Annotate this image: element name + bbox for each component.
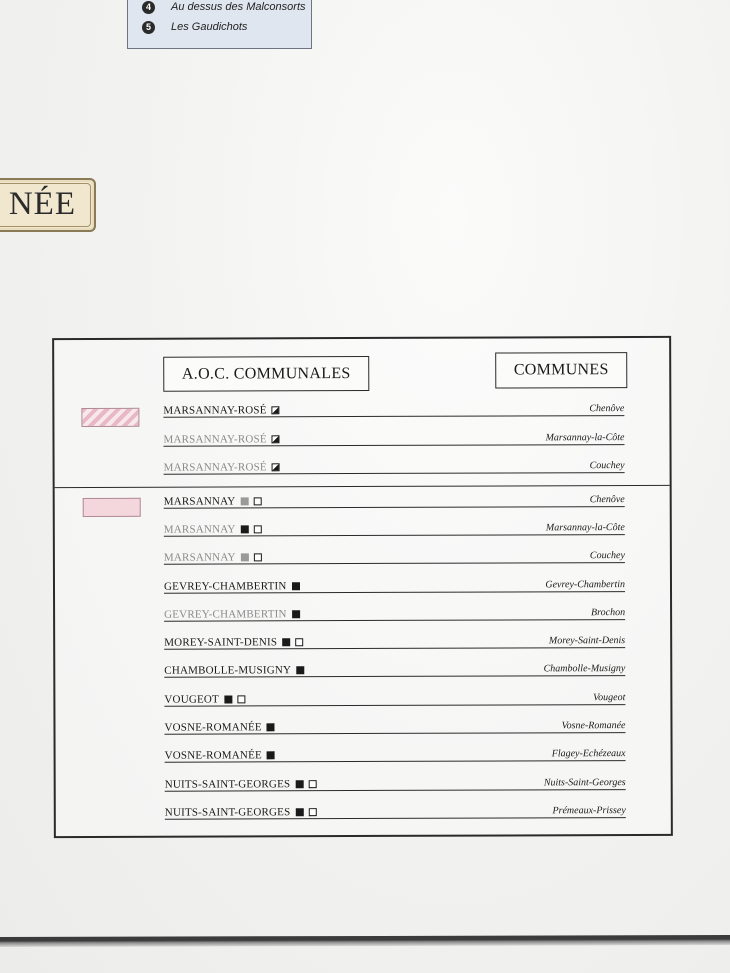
aoc-label: VOSNE-ROMANÉE <box>164 749 262 762</box>
aoc-name <box>165 806 317 819</box>
number-badge: 4 <box>142 1 155 14</box>
aoc-legend-table <box>52 336 673 838</box>
aoc-row <box>164 605 625 622</box>
aoc-label: VOUGEOT <box>164 693 219 706</box>
white-square-symbol <box>308 808 316 816</box>
grey-square-symbol <box>241 553 249 561</box>
black-square-symbol <box>291 582 299 590</box>
black-square-symbol <box>267 751 275 759</box>
half-square-symbol <box>272 463 280 471</box>
white-square-symbol <box>254 553 262 561</box>
aoc-label: MARSANNAY-ROSÉ <box>163 433 267 446</box>
climat-legend-item <box>142 19 247 35</box>
aoc-row <box>164 577 625 594</box>
marsannay-pink-swatch <box>83 498 141 517</box>
black-square-symbol <box>282 638 290 646</box>
black-square-symbol <box>224 695 232 703</box>
climat-label: Au dessus des Malconsorts <box>171 1 306 13</box>
half-square-symbol <box>272 435 280 443</box>
aoc-row <box>164 548 625 565</box>
aoc-header: A.O.C. COMMUNALES <box>163 356 369 392</box>
aoc-row <box>164 492 625 509</box>
aoc-name <box>164 523 262 535</box>
commune-name: Chenôve <box>589 403 625 415</box>
climat-label: Les Gaudichots <box>171 21 248 33</box>
section-divider <box>55 485 670 488</box>
aoc-row <box>165 803 626 820</box>
aoc-label: CHAMBOLLE-MUSIGNY <box>164 664 292 677</box>
cartouche-title: NÉE <box>8 186 76 222</box>
page-bottom-border <box>0 935 730 947</box>
commune-name: Vosne-Romanée <box>561 720 626 732</box>
commune-name: Flagey-Echézeaux <box>551 748 626 760</box>
black-square-symbol <box>295 780 303 788</box>
aoc-row <box>164 633 625 650</box>
black-square-symbol <box>296 666 304 674</box>
white-square-symbol <box>295 638 303 646</box>
aoc-label: MOREY-SAINT-DENIS <box>164 636 278 649</box>
aoc-label: NUITS-SAINT-GEORGES <box>164 806 291 819</box>
aoc-name <box>165 749 275 761</box>
aoc-row <box>164 458 625 475</box>
aoc-label: MARSANNAY <box>163 495 236 508</box>
commune-name: Gevrey-Chambertin <box>545 579 626 591</box>
aoc-row <box>165 775 626 792</box>
black-square-symbol <box>295 808 303 816</box>
white-square-symbol <box>237 695 245 703</box>
black-square-symbol <box>292 610 300 618</box>
aoc-row <box>164 520 625 537</box>
black-square-symbol <box>267 723 275 731</box>
commune-name: Couchey <box>589 460 625 472</box>
aoc-label: MARSANNAY <box>163 551 236 564</box>
white-square-symbol <box>253 525 261 533</box>
aoc-name <box>165 778 317 791</box>
commune-name: Prémeaux-Prissey <box>552 805 626 817</box>
communes-header: COMMUNES <box>495 352 627 388</box>
commune-name: Brochon <box>590 607 626 619</box>
aoc-label: MARSANNAY-ROSÉ <box>163 404 267 417</box>
aoc-label: VOSNE-ROMANÉE <box>164 721 262 734</box>
aoc-row <box>163 430 624 447</box>
half-square-symbol <box>272 406 280 414</box>
commune-name: Couchey <box>589 550 625 562</box>
commune-name: Morey-Saint-Denis <box>548 635 626 647</box>
commune-name: Chambolle-Musigny <box>543 663 626 675</box>
aoc-label: MARSANNAY-ROSÉ <box>163 461 267 474</box>
aoc-label: MARSANNAY <box>163 523 236 536</box>
aoc-name <box>164 693 245 705</box>
climat-legend-box <box>127 0 312 49</box>
commune-name: Vougeot <box>593 692 626 704</box>
aoc-name <box>163 404 279 416</box>
aoc-name <box>164 495 262 507</box>
aoc-name <box>164 551 262 563</box>
aoc-row <box>163 401 624 418</box>
commune-name: Marsannay-la-Côte <box>545 522 625 534</box>
aoc-label: NUITS-SAINT-GEORGES <box>164 778 291 791</box>
aoc-label: GEVREY-CHAMBERTIN <box>163 580 287 593</box>
white-square-symbol <box>253 497 261 505</box>
aoc-name <box>164 608 300 620</box>
grey-square-symbol <box>240 497 248 505</box>
aoc-name <box>164 721 274 733</box>
aoc-name <box>164 580 300 592</box>
climat-legend-item <box>142 0 306 15</box>
aoc-name <box>164 636 303 648</box>
rose-hatched-swatch <box>81 408 139 427</box>
aoc-name <box>164 664 304 676</box>
aoc-row <box>164 690 625 707</box>
aoc-name <box>163 433 279 445</box>
aoc-row <box>164 718 625 735</box>
commune-name: Marsannay-la-Côte <box>545 432 625 444</box>
commune-name: Nuits-Saint-Georges <box>543 777 626 789</box>
number-badge: 5 <box>142 21 155 34</box>
aoc-name <box>164 461 280 473</box>
commune-name: Chenôve <box>589 494 625 506</box>
black-square-symbol <box>240 525 248 533</box>
aoc-label: GEVREY-CHAMBERTIN <box>164 608 287 621</box>
aoc-row <box>164 661 625 678</box>
white-square-symbol <box>308 780 316 788</box>
aoc-row <box>165 746 626 763</box>
title-cartouche <box>0 178 96 232</box>
